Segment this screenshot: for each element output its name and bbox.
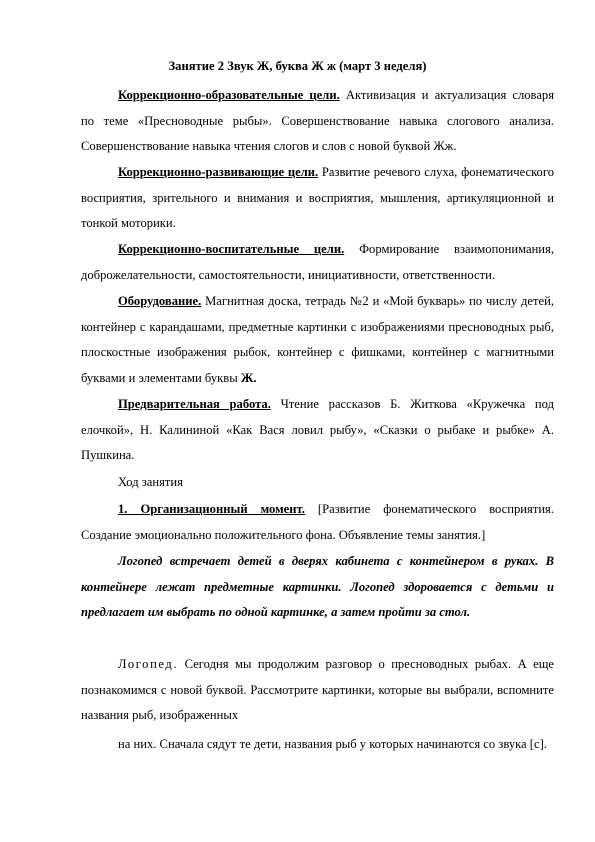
preliminary-work-label: Предварительная работа. [118, 397, 271, 411]
preliminary-work-text: Чтение рассказов Б. Житкова «Кружечка под елочкой», Н. Калининой «Как Вася ловил рыбу», «Сказки о рыбаке и рыбке» А. Пушкина. [81, 397, 554, 463]
lesson-course-heading: Ход занятия [118, 475, 183, 489]
developmental-goals-label: Коррекционно-развивающие цели. [118, 165, 319, 179]
org-moment-text: [Развитие фонематического восприятия. Создание эмоционально положительного фона. Объявление темы занятия.] [81, 502, 555, 542]
equipment-label: Оборудование. [118, 294, 202, 308]
paragraph-stage-direction: Логопед встречает детей в дверях кабинета с контейнером в руках. В контейнере лежат предметные картинки. Логопед здоровается с детьми и предлагает им выбрать по одной картинке, а затем пройти за стол. [81, 554, 554, 620]
paragraph-org-moment [81, 497, 554, 548]
paragraph-developmental-goals [81, 160, 554, 237]
upbringing-goals-text: Формирование взаимопонимания, доброжелательности, самостоятельности, инициативности, ответственности. [81, 242, 554, 282]
paragraph-continuation: на них. Сначала сядут те дети, названия рыб у которых начинаются со звука [с]. [118, 737, 547, 751]
paragraph-educational-goals [81, 83, 554, 160]
developmental-goals-text: Развитие речевого слуха, фонематического восприятия, зрительного и внимания и восприятия, мышления, артикуляционной и тонкой моторики. [81, 165, 554, 231]
paragraph-preliminary-work [81, 392, 554, 469]
paragraph-speech-therapist [81, 652, 554, 729]
org-moment-label: 1. Организационный момент. [118, 502, 305, 516]
lesson-title: Занятие 2 Звук Ж, буква Ж ж (март 3 неделя) [168, 59, 427, 73]
equipment-letter: Ж. [240, 370, 257, 385]
paragraph-equipment [81, 289, 554, 391]
upbringing-goals-label: Коррекционно-воспитательные цели. [118, 242, 345, 256]
paragraph-upbringing-goals [81, 237, 554, 288]
educational-goals-text: Активизация и актуализация словаря по теме «Пресноводные рыбы». Совершенствование навыка слогового анализа. Совершенствование навыка чтения слогов и слов с новой буквой Жж. [81, 88, 554, 154]
equipment-text: Магнитная доска, тетрадь №2 и «Мой букварь» по числу детей, контейнер с карандашами, предметные картинки с изображениями пресноводных рыб, плоскостные изображения рыбок, контейнер с фишками, контейнер с магнитными буквами и элементами буквы [81, 294, 554, 385]
speech-therapist-text: Сегодня мы продолжим разговор о пресноводных рыбах. А еще познакомимся с новой буквой. Рассмотрите картинки, которые вы выбрали, вспомните названия рыб, изображенных [81, 657, 554, 723]
educational-goals-label: Коррекционно-образовательные цели. [118, 88, 340, 102]
speaker-label: Логопед. [118, 657, 179, 671]
